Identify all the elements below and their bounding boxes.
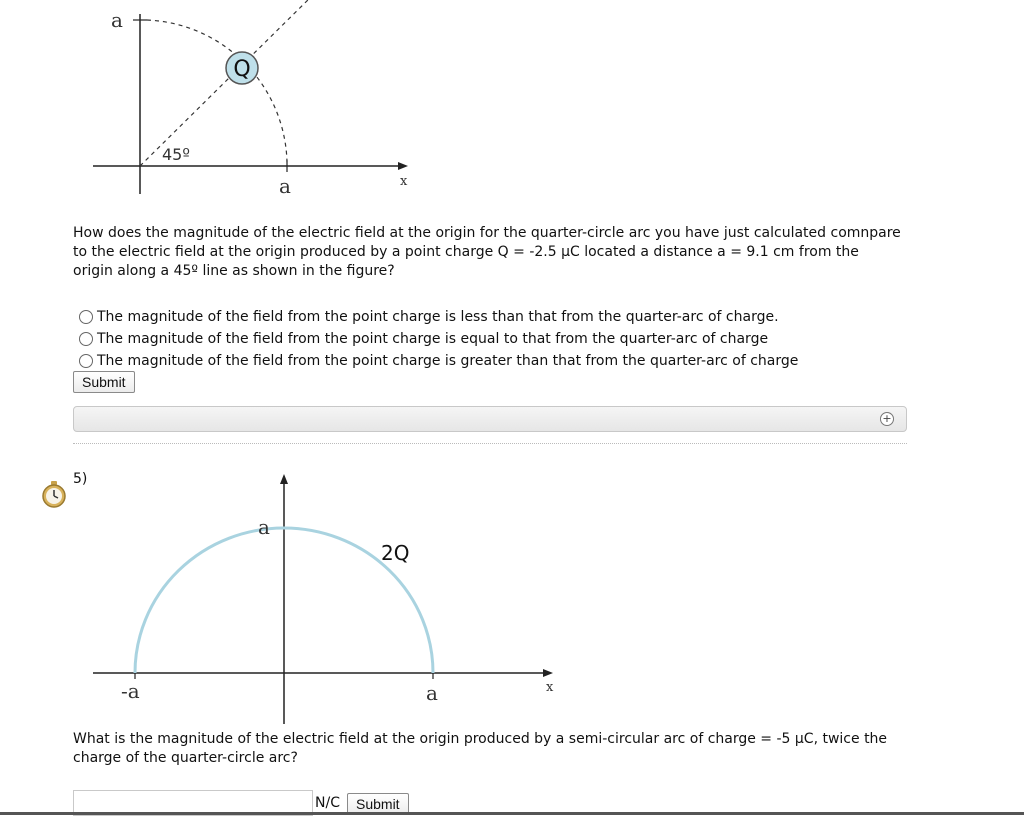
q5-y-label-a: a <box>258 515 270 539</box>
option-greater-label: The magnitude of the field from the point charge is greater than that from the quarter-arc of charge <box>97 353 799 369</box>
q5-x-label-a: a <box>426 681 438 705</box>
q4-submit-button[interactable]: Submit <box>73 371 135 393</box>
q5-submit-button[interactable]: Submit <box>347 793 409 815</box>
unit-label: N/C <box>315 795 340 811</box>
q5-x-axis-label: x <box>546 680 554 695</box>
option-less-label: The magnitude of the field from the point charge is less than that from the quarter-arc of charge. <box>97 309 779 325</box>
question-5-text: What is the magnitude of the electric field at the origin produced by a semi-circular arc of charge = -5 μC, twice the charge of the quarter-circle arc? <box>73 731 888 766</box>
x-label-a: a <box>279 174 291 198</box>
question-4-text: How does the magnitude of the electric field at the origin for the quarter-circle arc you have just calculated comnpare to the electric field at the origin produced by a point charge Q = -2.5 μC located a distance a = 9.1 cm from the origin along a 45º line as shown in the figure? <box>73 225 901 279</box>
q5-x-axis-arrow <box>543 669 553 677</box>
plus-circle-icon[interactable]: + <box>880 412 894 426</box>
question-5-number: 5) <box>73 471 88 487</box>
angle-label: 45º <box>162 145 190 164</box>
q5-y-axis-arrow <box>280 474 288 484</box>
point-charge-label: Q <box>233 57 251 82</box>
y-label-a: a <box>111 8 123 32</box>
x-axis-label: x <box>400 174 408 189</box>
charge-2q-label: 2Q <box>381 541 410 565</box>
option-equal-label: The magnitude of the field from the point charge is equal to that from the quarter-arc of charge <box>97 331 769 347</box>
x-label-neg-a: -a <box>121 679 140 703</box>
